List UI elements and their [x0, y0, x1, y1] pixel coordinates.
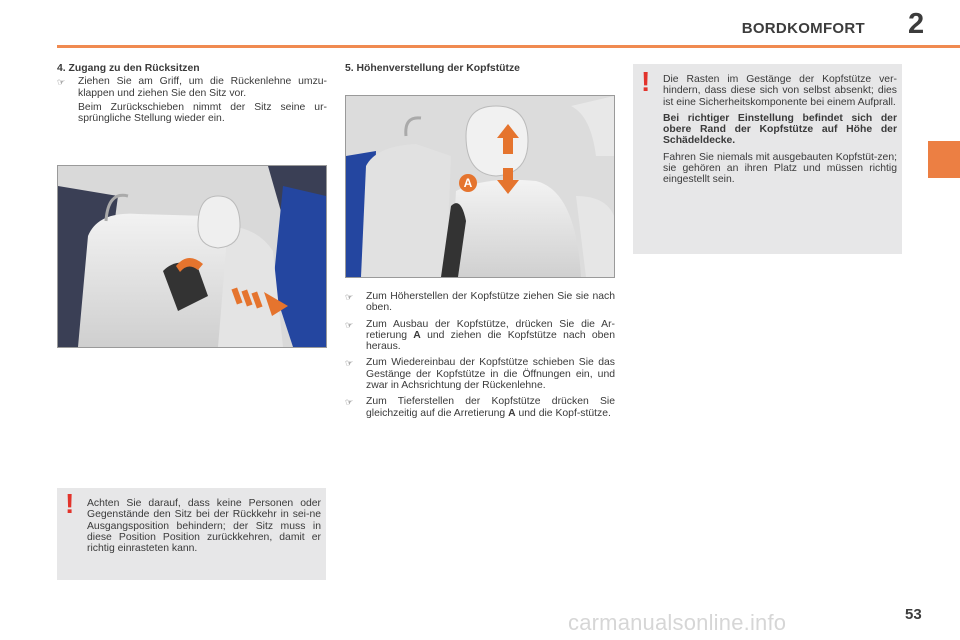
watermark: carmanualsonline.info	[568, 610, 787, 635]
chapter-side-tab	[928, 141, 960, 178]
pointing-hand-icon: ☞	[345, 397, 354, 408]
bullet-raise-text: Zum Höherstellen der Kopfstütze ziehen Sie sie nach oben.	[366, 291, 615, 314]
chapter-title: BORDKOMFORT	[741, 20, 865, 37]
bullet-remove-text: Zum Ausbau der Kopfstütze, drücken Sie die Ar-retierung A und ziehen die Kopfstütze nach oben heraus.	[366, 318, 615, 353]
section-4	[57, 63, 327, 124]
section-4-note: Beim Zurückschieben nimmt der Sitz seine ur-sprüngliche Stellung wieder ein.	[78, 101, 327, 125]
rear-seat-access-photo	[57, 165, 327, 348]
bullet-reinstall	[345, 357, 615, 391]
bullet-lower	[345, 396, 615, 419]
header-rule	[57, 45, 960, 48]
bullet-lower-text: Zum Tieferstellen der Kopfstütze drücken Sie gleichzeitig auf die Arretierung A und die Kopf-stütze.	[366, 396, 615, 419]
pointing-hand-icon: ☞	[345, 292, 354, 302]
headrest-illustration	[346, 96, 614, 277]
warning-right-para-2: Bei richtiger Einstellung befindet sich der obere Rand der Kopfstütze auf Höhe der Schädeldecke.	[663, 112, 897, 147]
section-5-bullets	[345, 291, 615, 419]
warning-right-para-3: Fahren Sie niemals mit ausgebauten Kopfstüt-zen; sie gehören an ihren Platz und müssen richtig eingestellt sein.	[663, 151, 897, 186]
warning-right-para-1: Die Rasten im Gestänge der Kopfstütze ver-hindern, dass diese sich von selbst absenkt; dies ist eine Sicherheitskomponente bei einem Aufprall.	[663, 74, 897, 108]
bullet-raise	[345, 291, 615, 314]
headrest-warning-box	[633, 64, 902, 254]
exclamation-icon: !	[641, 66, 651, 97]
headrest-adjustment-photo	[345, 95, 615, 278]
section-4-bullet	[57, 76, 327, 99]
section-5-heading: 5. Höhenverstellung der Kopfstütze	[345, 63, 520, 74]
headrest-warning-text	[663, 74, 897, 186]
exclamation-icon: !	[65, 488, 75, 519]
seat-illustration	[58, 166, 326, 347]
section-4-bullet-text: Ziehen Sie am Griff, um die Rückenlehne umzu-klappen und ziehen Sie den Sitz vor.	[78, 76, 327, 99]
section-4-heading: 4. Zugang zu den Rücksitzen	[57, 63, 200, 74]
seat-return-warning-text: Achten Sie darauf, dass keine Personen oder Gegenstände den Sitz bei der Rückkehr in sei-ne Ausgangsposition behindern; der Sitz muss in diese Position Position zurückkehren, damit er richtig einrasteten kann.	[87, 498, 321, 555]
bullet-remove	[345, 319, 615, 353]
pointing-hand-icon: ☞	[57, 77, 66, 88]
pointing-hand-icon: ☞	[345, 319, 354, 330]
seat-return-warning-box	[57, 488, 326, 580]
photo-label-a: A	[459, 174, 477, 192]
chapter-number: 2	[908, 8, 925, 40]
pointing-hand-icon: ☞	[345, 358, 354, 369]
bullet-reinstall-text: Zum Wiedereinbau der Kopfstütze schieben Sie das Gestänge der Kopfstütze in die Öffnungen ein, und zwar in Achsrichtung der Rückenlehne.	[366, 357, 615, 392]
page-number: 53	[905, 606, 922, 623]
